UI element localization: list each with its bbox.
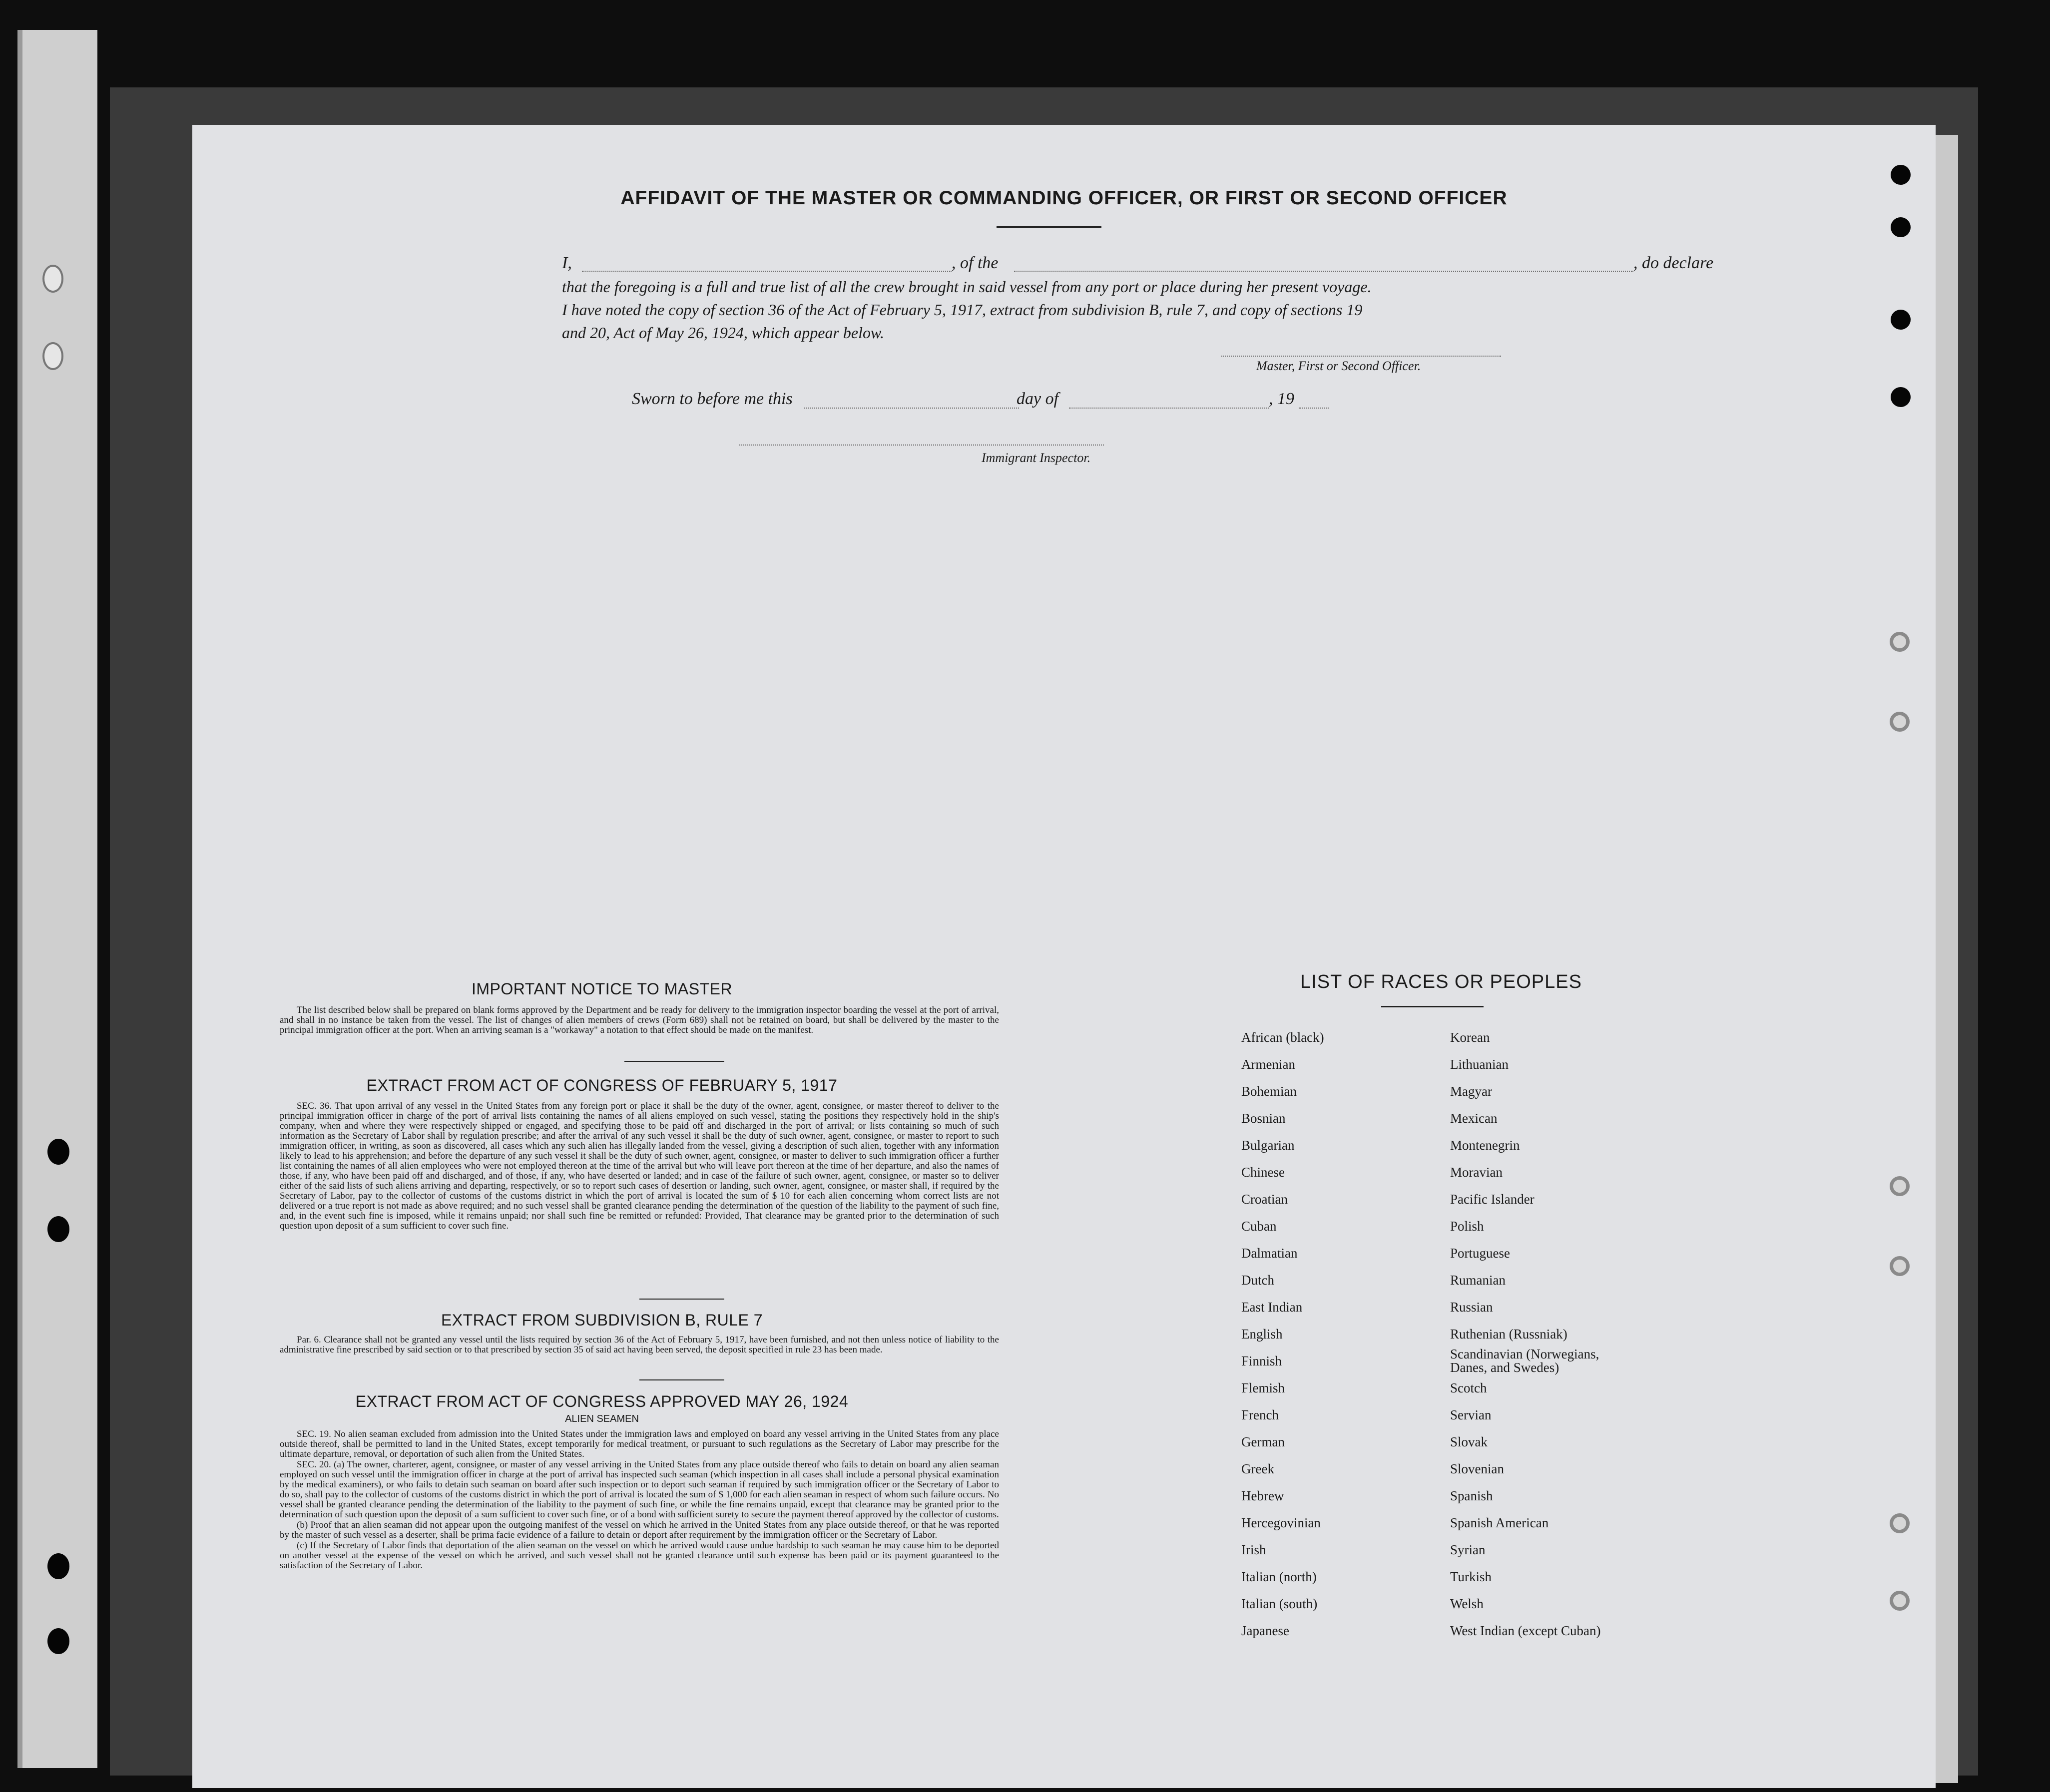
punch-hole-icon [1891, 217, 1911, 237]
race-item: Spanish American [1450, 1515, 1549, 1530]
section-divider [639, 1299, 724, 1300]
race-item: Slovak [1450, 1434, 1488, 1449]
race-item: German [1241, 1434, 1285, 1449]
sec-20b-paragraph: (b) Proof that an alien seaman did not appear upon the outgoing manifest of the vessel on which he arrived in the United States from any place outside thereof, or that he was reported by the master of such vessel as a deserter, shall be prima facie evidence of a failure to detain or deport after requirement by the immigration officer or the Secretary of Labor. [280, 1520, 999, 1540]
race-item: African (black) [1241, 1030, 1324, 1045]
race-item: Pacific Islander [1450, 1192, 1535, 1207]
race-item: Bulgarian [1241, 1138, 1295, 1153]
ring-hole-icon [1890, 1256, 1910, 1276]
sworn-day-blank [804, 408, 1019, 409]
race-item: East Indian [1241, 1300, 1303, 1315]
race-item: Chinese [1241, 1165, 1285, 1180]
race-item: Bohemian [1241, 1084, 1297, 1099]
race-item: Dalmatian [1241, 1246, 1298, 1261]
extract-1917-text [280, 1101, 999, 1232]
sworn-month-blank [1069, 408, 1269, 409]
officer-signature-line [1221, 356, 1501, 357]
race-item: Hebrew [1241, 1488, 1284, 1503]
sec-19-paragraph: SEC. 19. No alien seaman excluded from admission into the United States under the immigration laws and employed on board any vessel arriving in the United States from any place outside thereof, shall be permitted to land in the United States, except temporarily for medical treatment, or pursuant to such regulations as the Secretary of Labor may prescribe for the ultimate departure, removal, or deportation of such alien from the United States. [280, 1429, 999, 1459]
race-item: Bosnian [1241, 1111, 1286, 1126]
affidavit-title: AFFIDAVIT OF THE MASTER OR COMMANDING OFFICER, OR FIRST OR SECOND OFFICER [620, 187, 1508, 209]
race-item: Finnish [1241, 1353, 1282, 1368]
race-item: Scotch [1450, 1380, 1487, 1395]
race-item: Korean [1450, 1030, 1490, 1045]
sec-20a-paragraph: SEC. 20. (a) The owner, charterer, agent, consignee, or master of any vessel arriving in the United States from any place outside thereof who fails to detain on board any alien seaman employed on such vessel until the immigration officer in charge at the port of arrival has inspected such seaman (which inspection in all cases shall include a personal physical examination by the medical examiners), or who fails to detain such seaman on board after such inspection or to deport such seaman if required by such immigration officer or the Secretary of Labor to do so, shall pay to the collector of customs of the customs district in which the port of arrival is located the sum of $ 1,000 for each alien seaman in respect of whom such failure occurs. No vessel shall be granted clearance pending the determination of the liability to the payment of such fine, or while the fine remains unpaid, except that clearance may be granted prior to the determination of such question upon the deposit of a sum sufficient to cover such fine, or of a bond with sufficient surety to secure the payment thereof approved by the collector of customs. [280, 1459, 999, 1520]
race-item: Flemish [1241, 1380, 1285, 1395]
binder-ring-icon [42, 342, 63, 370]
punch-hole-icon [47, 1553, 69, 1579]
race-item: Portuguese [1450, 1246, 1510, 1261]
race-item: Hercegovinian [1241, 1515, 1321, 1530]
day-of-text: day of [1017, 390, 1059, 408]
race-item: English [1241, 1327, 1283, 1342]
ring-hole-icon [1890, 632, 1910, 652]
ring-hole-icon [1890, 712, 1910, 732]
races-left-column [1241, 1024, 1324, 1644]
ring-hole-icon [1890, 1176, 1910, 1196]
race-item: Scandinavian (Norwegians, Danes, and Swedes) [1450, 1346, 1599, 1375]
ring-hole-icon [1890, 1513, 1910, 1533]
rule7-paragraph: Par. 6. Clearance shall not be granted any vessel until the lists required by section 36 of the Act of February 5, 1917, have been furnished, and not then unless notice of liability to the administrative fine prescribed by said section or to that prescribed by section 35 of said act having been served, the deposit specified in rule 23 has been made. [280, 1335, 999, 1355]
punch-hole-icon [47, 1216, 69, 1242]
extract-1917-title: EXTRACT FROM ACT OF CONGRESS OF FEBRUARY 5, 1917 [366, 1076, 838, 1094]
officer-label: Master, First or Second Officer. [1256, 359, 1421, 373]
race-item: Cuban [1241, 1219, 1277, 1234]
race-item: Montenegrin [1450, 1138, 1520, 1153]
punch-hole-icon [1891, 165, 1911, 185]
races-right-column [1450, 1024, 1630, 1644]
race-item: Mexican [1450, 1111, 1498, 1126]
section-divider [639, 1379, 724, 1380]
race-item: Servian [1450, 1407, 1492, 1422]
race-item: Ruthenian (Russniak) [1450, 1327, 1567, 1342]
extract-1924-title: EXTRACT FROM ACT OF CONGRESS APPROVED MAY 26, 1924 [355, 1392, 849, 1410]
punch-hole-icon [1891, 310, 1911, 330]
name-blank [582, 271, 952, 272]
race-item: Welsh [1450, 1596, 1484, 1611]
notice-text [280, 1005, 999, 1036]
section-divider [624, 1061, 724, 1062]
notice-title: IMPORTANT NOTICE TO MASTER [471, 980, 733, 998]
rule7-text [280, 1335, 999, 1355]
race-item: Spanish [1450, 1488, 1493, 1503]
race-item: Irish [1241, 1542, 1266, 1557]
manifest-back-page [192, 125, 1936, 1788]
race-item: Greek [1241, 1461, 1274, 1476]
race-item: Russian [1450, 1300, 1493, 1315]
race-item: Croatian [1241, 1192, 1288, 1207]
affidavit-i: I, [562, 254, 572, 272]
punch-hole-icon [1891, 387, 1911, 407]
affidavit-line-4: and 20, Act of May 26, 1924, which appear below. [562, 324, 884, 342]
race-item: French [1241, 1407, 1279, 1422]
affidavit-line-3: I have noted the copy of section 36 of the Act of February 5, 1917, extract from subdivision B, rule 7, and copy of sections 19 [562, 301, 1363, 319]
race-item: Italian (north) [1241, 1569, 1317, 1584]
alien-seamen-subtitle: ALIEN SEAMEN [565, 1413, 639, 1424]
race-item: Polish [1450, 1219, 1484, 1234]
race-item: Armenian [1241, 1057, 1295, 1072]
race-item: Turkish [1450, 1569, 1492, 1584]
races-divider [1381, 1006, 1484, 1007]
inspector-signature-line [739, 445, 1104, 446]
race-item: Magyar [1450, 1084, 1492, 1099]
race-item: Syrian [1450, 1542, 1486, 1557]
inspector-label: Immigrant Inspector. [982, 450, 1091, 465]
notice-paragraph: The list described below shall be prepared on blank forms approved by the Department and be ready for delivery to the immigration inspector boarding the vessel at the port of arrival, and shall in no instance be taken from the vessel. The list of changes of alien members of crews (Form 689) shall not be retained on board, but shall be delivered by the master to the principal immigration officer at the port. When an arriving seaman is a "workaway" a notation to that effect should be made on the manifest. [280, 1005, 999, 1035]
punch-hole-icon [47, 1628, 69, 1654]
binder-ring-icon [42, 265, 63, 293]
affidavit-of-the: , of the [952, 254, 999, 272]
race-item: Rumanian [1450, 1273, 1506, 1288]
races-title: LIST OF RACES OR PEOPLES [1300, 971, 1582, 992]
extract-1924-text [280, 1429, 999, 1571]
race-item: Lithuanian [1450, 1057, 1509, 1072]
binding-strip [17, 30, 97, 1768]
affidavit-do-declare: , do declare [1633, 254, 1714, 272]
sworn-year-blank [1299, 408, 1329, 409]
race-item: Dutch [1241, 1273, 1274, 1288]
race-item: Moravian [1450, 1165, 1503, 1180]
punch-hole-icon [47, 1139, 69, 1165]
race-item: Japanese [1241, 1623, 1289, 1638]
vessel-blank [1014, 271, 1633, 272]
race-item: Slovenian [1450, 1461, 1504, 1476]
ring-hole-icon [1890, 1591, 1910, 1611]
rule7-title: EXTRACT FROM SUBDIVISION B, RULE 7 [441, 1311, 763, 1329]
race-item: West Indian (except Cuban) [1450, 1623, 1601, 1638]
year-prefix: , 19 [1269, 390, 1294, 408]
affidavit-line-2: that the foregoing is a full and true list of all the crew brought in said vessel from any port or place during her present voyage. [562, 278, 1372, 296]
extract-1917-paragraph: SEC. 36. That upon arrival of any vessel in the United States from any foreign port or place it shall be the duty of the owner, agent, consignee, or master thereof to deliver to the principal immigration officer in charge of the port of arrival lists containing the names of all aliens employed on such vessel, stating the positions they respectively hold in the ship's company, when and where they were respectively shipped or engaged, and specifying those to be paid off and discharged in the port of arrival; or lists containing so much of such information as the Secretary of Labor shall by regulation prescribe; and after the arrival of any such vessel it shall be the duty of such owner, agent, consignee, or master to report to such immigration officer, in writing, as soon as discovered, all cases which any such alien has illegally landed from the vessel, giving a description of such alien, together with any information likely to lead to his apprehension; and before the departure of any such vessel it shall be the duty of such owner, agent, consignee, or master to deliver to such immigration officer a further list containing the names of all alien employees who were not employed thereon at the time of the arrival but who will leave port thereon at the time of her departure, and also the names of those, if any, who have been paid off and discharged, and of those, if any, who have deserted or landed; and in case of the failure of such owner, agent, consignee, or master so to deliver either of the said lists of such aliens arriving and departing, respectively, or so to report such cases of desertion or landing, such owner, agent, consignee, or master shall, if required by the Secretary of Labor, pay to the collector of customs of the customs district in which the port of arrival is located the sum of $ 10 for each alien concerning whom correct lists are not delivered or a true report is not made as above required; and no such vessel shall be granted clearance pending the determination of the question of the liability to the payment of such fine, and, in the event such fine is imposed, while it remains unpaid; nor shall such fine be remitted or refunded: Provided, That clearance may be granted prior to the determination of such question upon deposit of a sum sufficient to cover such fine. [280, 1101, 999, 1231]
title-divider [997, 226, 1101, 228]
sworn-text: Sworn to before me this [632, 390, 793, 408]
sec-20c-paragraph: (c) If the Secretary of Labor finds that deportation of the alien seaman on the vessel on which he arrived would cause undue hardship to such seaman he may cause him to be deported on another vessel at the expense of the vessel on which he arrived, and such vessel shall not be granted clearance until such expense has been paid or its payment guaranteed to the satisfaction of the Secretary of Labor. [280, 1540, 999, 1571]
race-item: Italian (south) [1241, 1596, 1318, 1611]
